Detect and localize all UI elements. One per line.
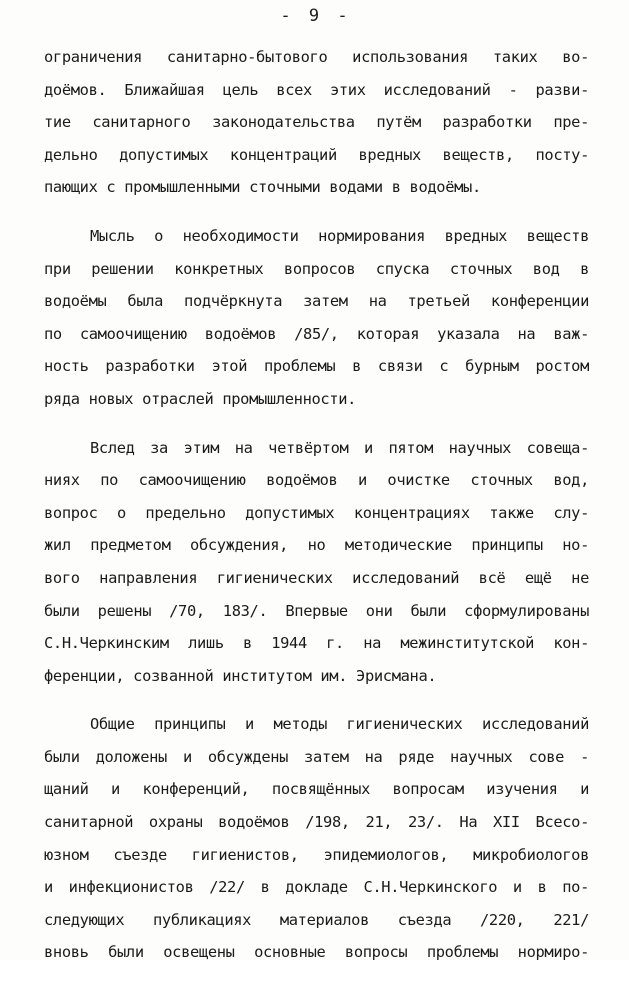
text-line: вновь были освещены основные вопросы проблемы нормиро- — [44, 943, 589, 962]
text-line: и инфекционистов /22/ в докладе С.Н.Черкинского и в по- — [44, 878, 589, 897]
text-line: ференции, созванной институтом им. Эрисмана. — [44, 666, 437, 685]
text-line: ограничения санитарно-бытового использования таких во- — [44, 48, 589, 66]
text-line: вого направления гигиенических исследований всё ещё не — [44, 568, 589, 587]
text-line: щаний и конференций, посвящённых вопросам изучения и — [44, 780, 589, 799]
text-line: ряда новых отраслей промышленности. — [44, 389, 357, 408]
text-line: по самоочищению водоёмов /85/, которая указала на важ- — [44, 324, 589, 343]
paragraph-4 — [44, 711, 589, 972]
text-line: водоёмы была подчёркнута затем на третьей конференции — [44, 292, 589, 311]
text-line: при решении конкретных вопросов спуска сточных вод в — [44, 259, 589, 278]
text-line: следующих публикациях материалов съезда /220, 221/ — [44, 910, 589, 929]
text-line: вопрос о предельно допустимых концентрациях также слу- — [44, 503, 589, 522]
text-line: Вслед за этим на четвёртом и пятом научных совеща- — [90, 438, 589, 457]
text-line: жил предметом обсуждения, но методические принципы но- — [44, 536, 589, 555]
text-line: были доложены и обсуждены затем на ряде научных сове - — [44, 747, 589, 766]
paragraph-1 — [44, 44, 589, 207]
paragraph-3 — [44, 435, 589, 696]
text-line: дельно допустимых концентраций вредных веществ, посту- — [44, 145, 589, 164]
text-line: пающих с промышленными сточными водами в водоёмы. — [44, 178, 481, 197]
document-body — [44, 44, 589, 988]
text-line: Общие принципы и методы гигиенических исследований — [90, 715, 589, 734]
text-line: юзном съезде гигиенистов, эпидемиологов, микробиологов — [44, 845, 589, 864]
text-line: Мысль о необходимости нормирования вредных веществ — [90, 226, 589, 245]
paragraph-2 — [44, 223, 589, 419]
text-line: санитарной охраны водоёмов /198, 21, 23/. На XII Всесо- — [44, 813, 589, 832]
text-line: ниях по самоочищению водоёмов и очистке сточных вод, — [44, 471, 589, 490]
page-number: - 9 - — [280, 6, 349, 26]
text-line: были решены /70, 183/. Впервые они были сформулированы — [44, 601, 589, 620]
text-line: доёмов. Ближайшая цель всех этих исследований - разви- — [44, 80, 589, 99]
text-line: ность разработки этой проблемы в связи с бурным ростом — [44, 357, 589, 376]
text-line: С.Н.Черкинским лишь в 1944 г. на межинститутской кон- — [44, 634, 589, 653]
text-line: тие санитарного законодательства путём разработки пре- — [44, 113, 589, 132]
